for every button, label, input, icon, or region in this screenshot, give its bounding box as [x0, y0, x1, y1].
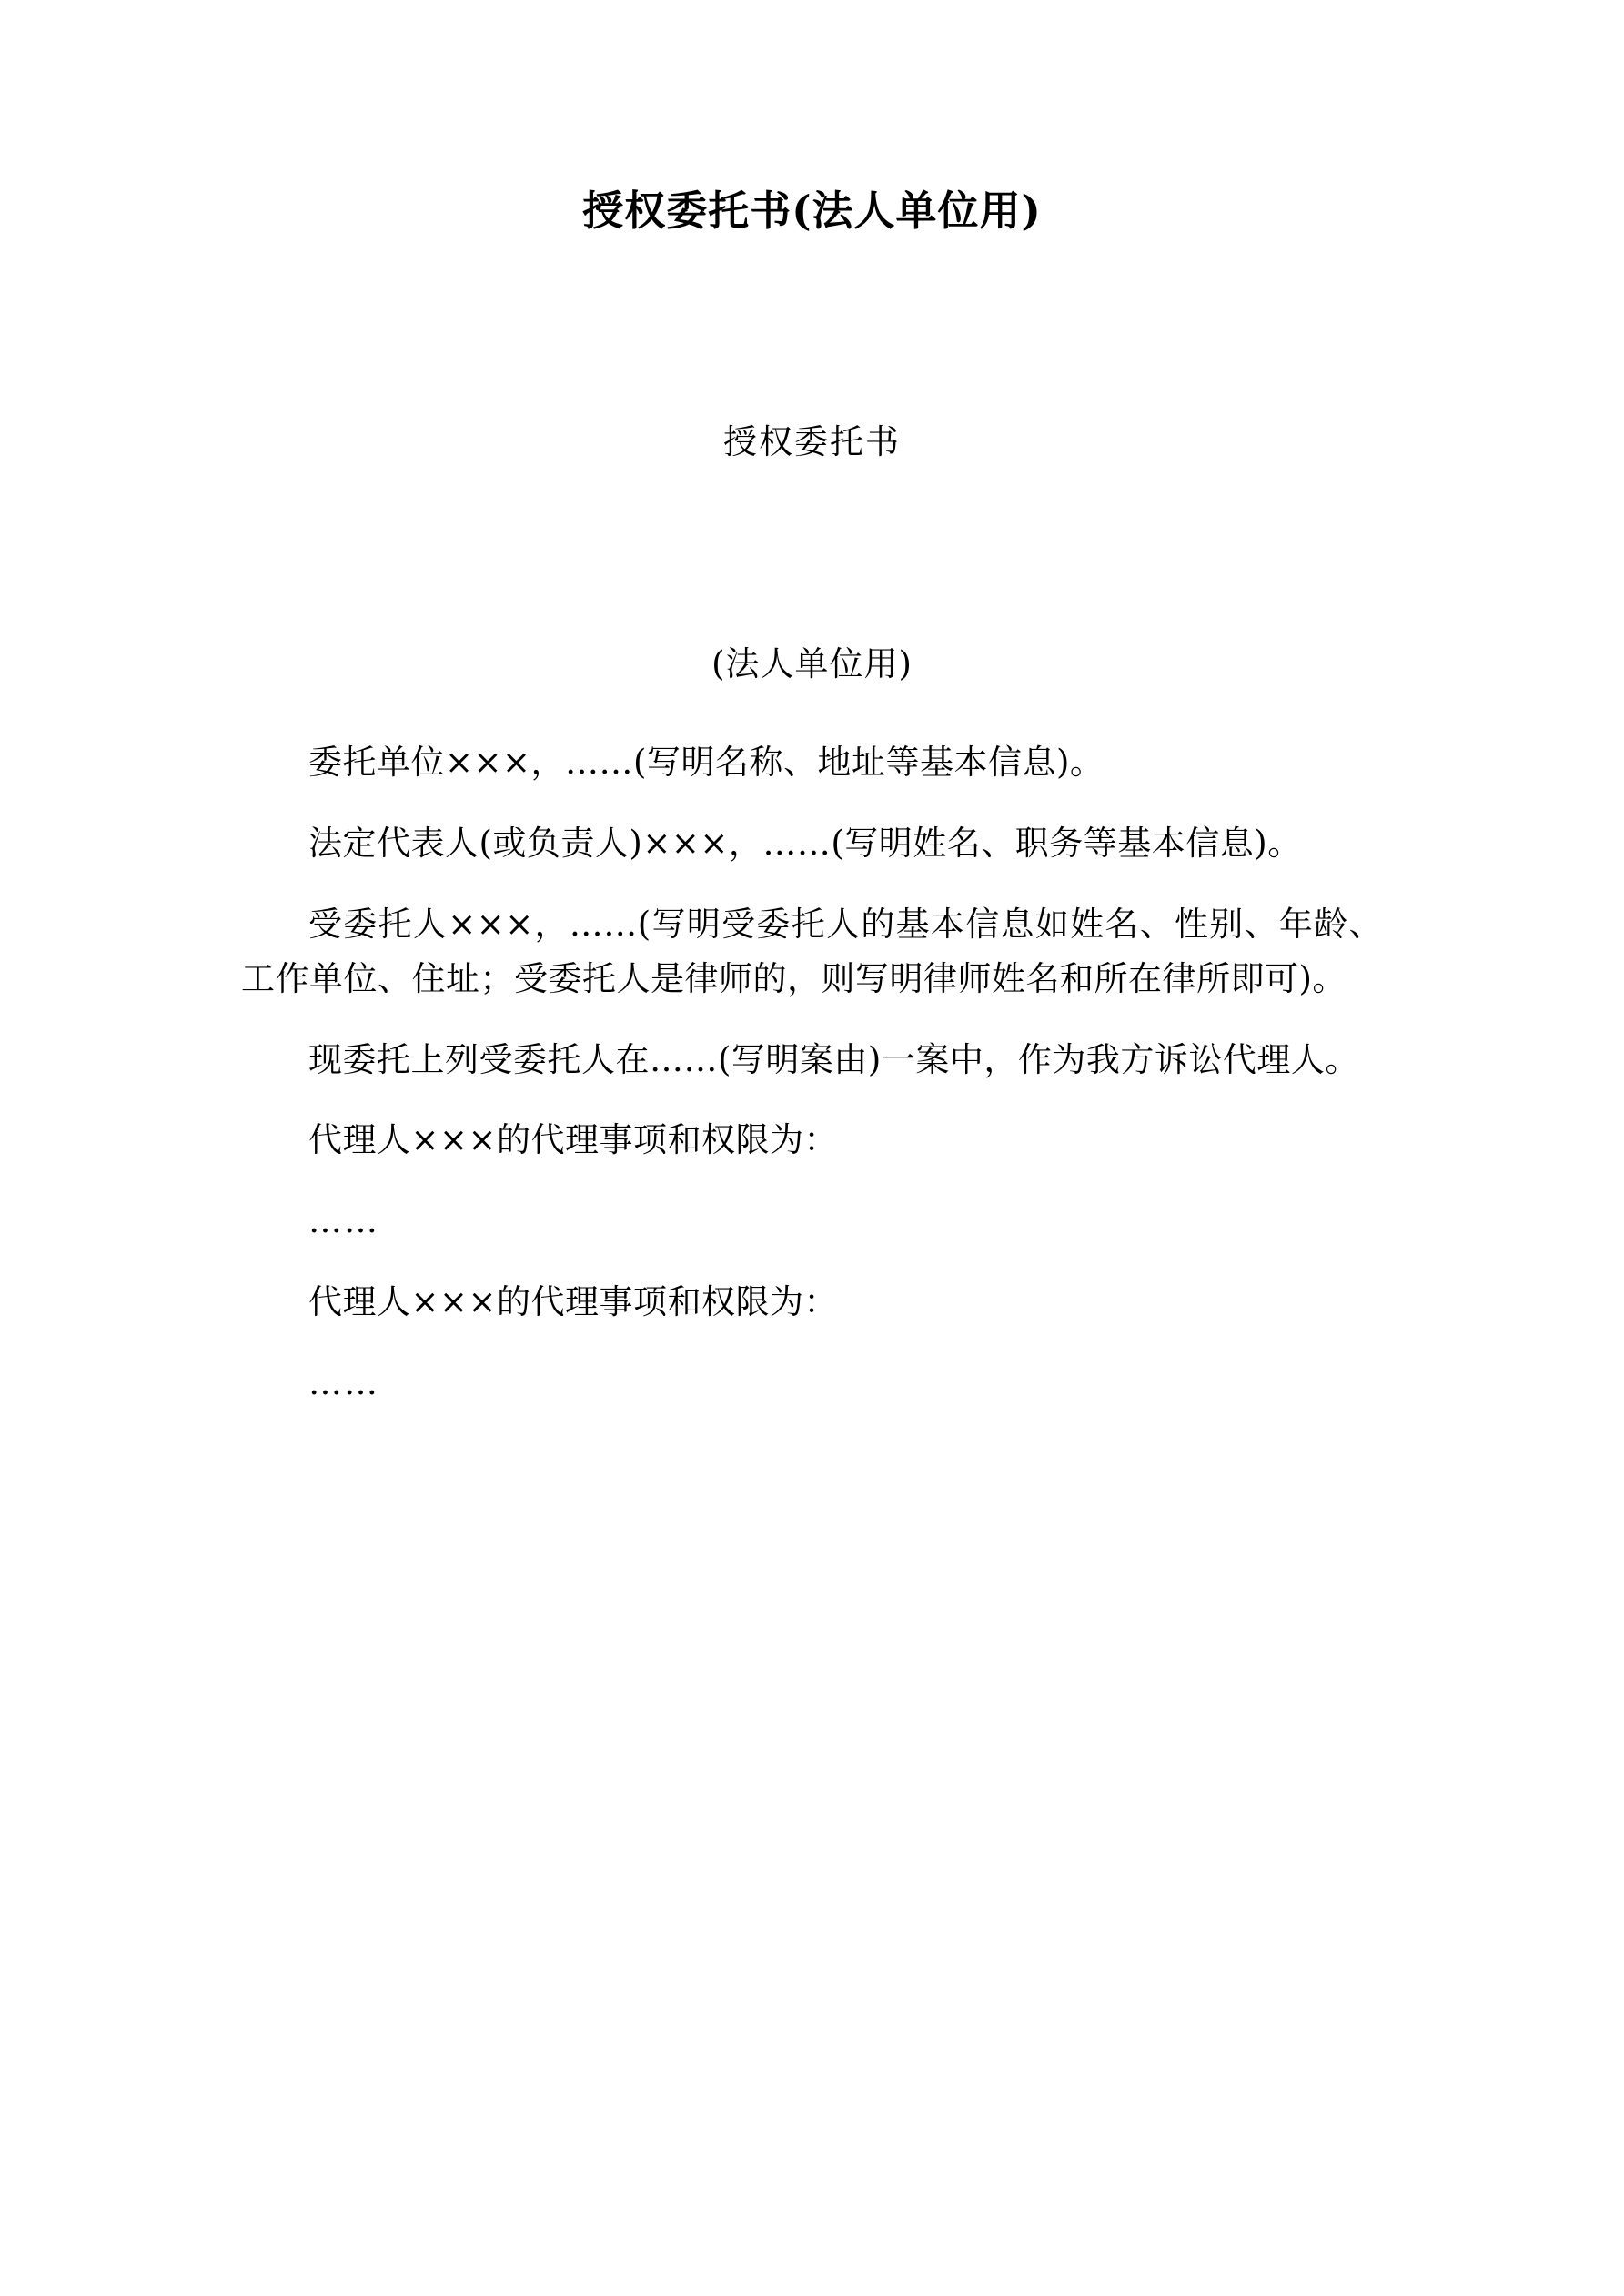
paragraph-agent-scope-2: 代理人×××的代理事项和权限为：: [308, 1282, 839, 1322]
page-title: 授权委托书(法人单位用): [582, 187, 1042, 235]
paragraph-ellipsis-2: ……: [308, 1363, 379, 1403]
paragraph-ellipsis-1: ……: [308, 1201, 379, 1241]
paragraph-legal-representative: 法定代表人(或负责人)×××，……(写明姓名、职务等基本信息)。: [308, 823, 1302, 863]
document-heading: 授权委托书: [723, 422, 901, 461]
paragraph-entrusting-unit: 委托单位×××，……(写明名称、地址等基本信息)。: [308, 742, 1105, 782]
document-body: [241, 685, 1383, 1411]
document-subheading: (法人单位用): [711, 644, 913, 684]
paragraph-entrustment-statement: 现委托上列受委托人在……(写明案由)一案中，作为我方诉讼代理人。: [308, 1039, 1359, 1079]
paragraph-agent-scope-1: 代理人×××的代理事项和权限为：: [308, 1120, 839, 1160]
paragraph-entrusted-person: 受委托人×××，……(写明受委托人的基本信息如姓名、性别、年龄、工作单位、住址；受委托人是律师的，则写明律师姓名和所在律所即可)。: [241, 904, 1383, 998]
